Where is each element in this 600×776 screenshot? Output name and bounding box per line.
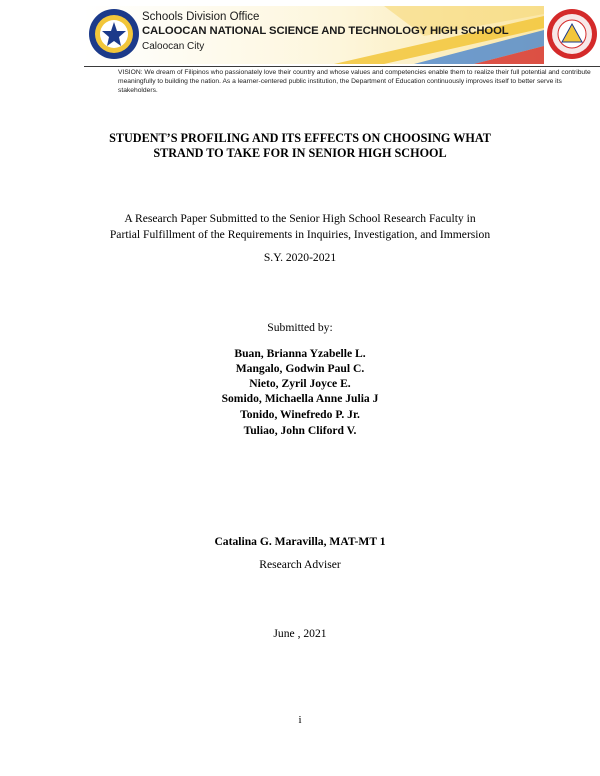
author-name: Tuliao, John Cliford V.: [243, 424, 357, 437]
adviser-role: Research Adviser: [259, 558, 341, 571]
author-name: Mangalo, Godwin Paul C.: [235, 362, 365, 375]
submission-line-2: Partial Fulfillment of the Requirements in Inquiries, Investigation, and Immersion: [109, 228, 491, 241]
page-number: i: [298, 714, 302, 726]
school-seal-icon: [88, 8, 140, 60]
author-name: Tonido, Winefredo P. Jr.: [240, 408, 360, 421]
author-name: Buan, Brianna Yzabelle L.: [234, 347, 366, 360]
school-year: S.Y. 2020-2021: [263, 251, 337, 264]
header-office: Schools Division Office: [142, 11, 260, 23]
author-name: Somido, Michaella Anne Julia J: [221, 392, 379, 405]
header-divider: [84, 66, 600, 67]
header-city: Caloocan City: [142, 41, 205, 52]
title-line-1: STUDENT’S PROFILING AND ITS EFFECTS ON CHOOSING WHAT: [109, 131, 491, 145]
title-line-2: STRAND TO TAKE FOR IN SENIOR HIGH SCHOOL: [153, 146, 447, 160]
division-seal-icon: [546, 8, 598, 60]
adviser-name: Catalina G. Maravilla, MAT-MT 1: [214, 535, 386, 548]
paper-title: [100, 131, 500, 161]
author-name: Nieto, Zyril Joyce E.: [249, 377, 351, 390]
submitted-by-label: Submitted by:: [267, 321, 333, 334]
header-school-name: CALOOCAN NATIONAL SCIENCE AND TECHNOLOGY HIGH SCHOOL: [142, 25, 509, 37]
submission-date: June , 2021: [273, 627, 327, 640]
vision-statement: VISION: We dream of Filipinos who passionately love their country and whose values and competencies enable them to realize their full potential and contribute meaningfully to building the nation. As a learner-centered public institution, the Department of Education continuously improves itself to better serve its stakeholders.: [118, 69, 591, 94]
submission-line-1: A Research Paper Submitted to the Senior High School Research Faculty in: [124, 212, 476, 225]
